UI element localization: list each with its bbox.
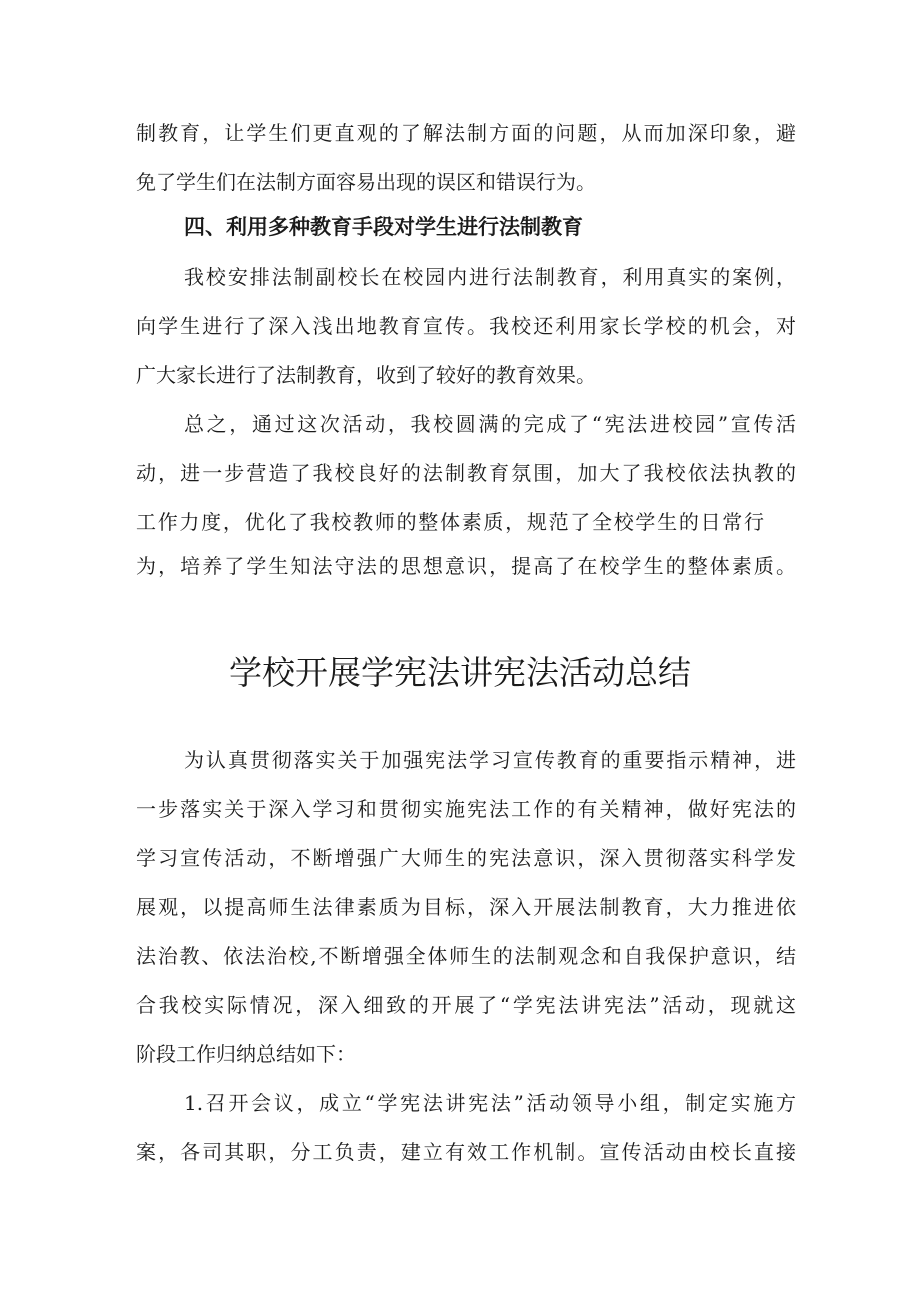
paragraph-line: 一步落实关于深入学习和贯彻实施宪法工作的有关精神，做好宪法的 <box>136 797 796 821</box>
paragraph-line: 展观，以提高师生法律素质为目标，深入开展法制教育，大力推进依 <box>136 895 796 919</box>
paragraph-line: 法治教、依法治校,不断增强全体师生的法制观念和自我保护意识，结 <box>136 944 796 968</box>
paragraph-line: 为认真贯彻落实关于加强宪法学习宣传教育的重要指示精神，进 <box>184 748 796 772</box>
page-title: 学校开展学宪法讲宪法活动总结 <box>229 653 691 692</box>
paragraph-line: 总之，通过这次活动，我校圆满的完成了“宪法进校园”宣传活 <box>184 412 796 436</box>
paragraph-line: 制教育，让学生们更直观的了解法制方面的问题，从而加深印象，避 <box>136 121 796 145</box>
paragraph-line: 我校安排法制副校长在校园内进行法制教育，利用真实的案例， <box>184 265 796 289</box>
list-item-line: 1.召开会议，成立“学宪法讲宪法”活动领导小组，制定实施方 <box>184 1091 796 1115</box>
paragraph-line: 合我校实际情况，深入细致的开展了“学宪法讲宪法”活动，现就这 <box>136 993 796 1017</box>
section-heading: 四、利用多种教育手段对学生进行法制教育 <box>184 215 583 239</box>
paragraph-line: 学习宣传活动，不断增强广大师生的宪法意识，深入贯彻落实科学发 <box>136 846 796 870</box>
paragraph-line: 动，进一步营造了我校良好的法制教育氛围，加大了我校依法执教的 <box>136 461 796 485</box>
paragraph-line: 工作力度，优化了我校教师的整体素质，规范了全校学生的日常行 <box>136 510 764 534</box>
paragraph-line: 阶段工作归纳总结如下： <box>136 1042 356 1066</box>
paragraph-line: 为，培养了学生知法守法的思想意识，提高了在校学生的整体素质。 <box>136 554 796 578</box>
list-item-line: 案，各司其职，分工负责，建立有效工作机制。宣传活动由校长直接 <box>136 1140 796 1164</box>
paragraph-line: 免了学生们在法制方面容易出现的误区和错误行为。 <box>136 170 596 194</box>
paragraph-line: 广大家长进行了法制教育，收到了较好的教育效果。 <box>136 363 596 387</box>
paragraph-line: 向学生进行了深入浅出地教育宣传。我校还利用家长学校的机会，对 <box>136 314 796 338</box>
